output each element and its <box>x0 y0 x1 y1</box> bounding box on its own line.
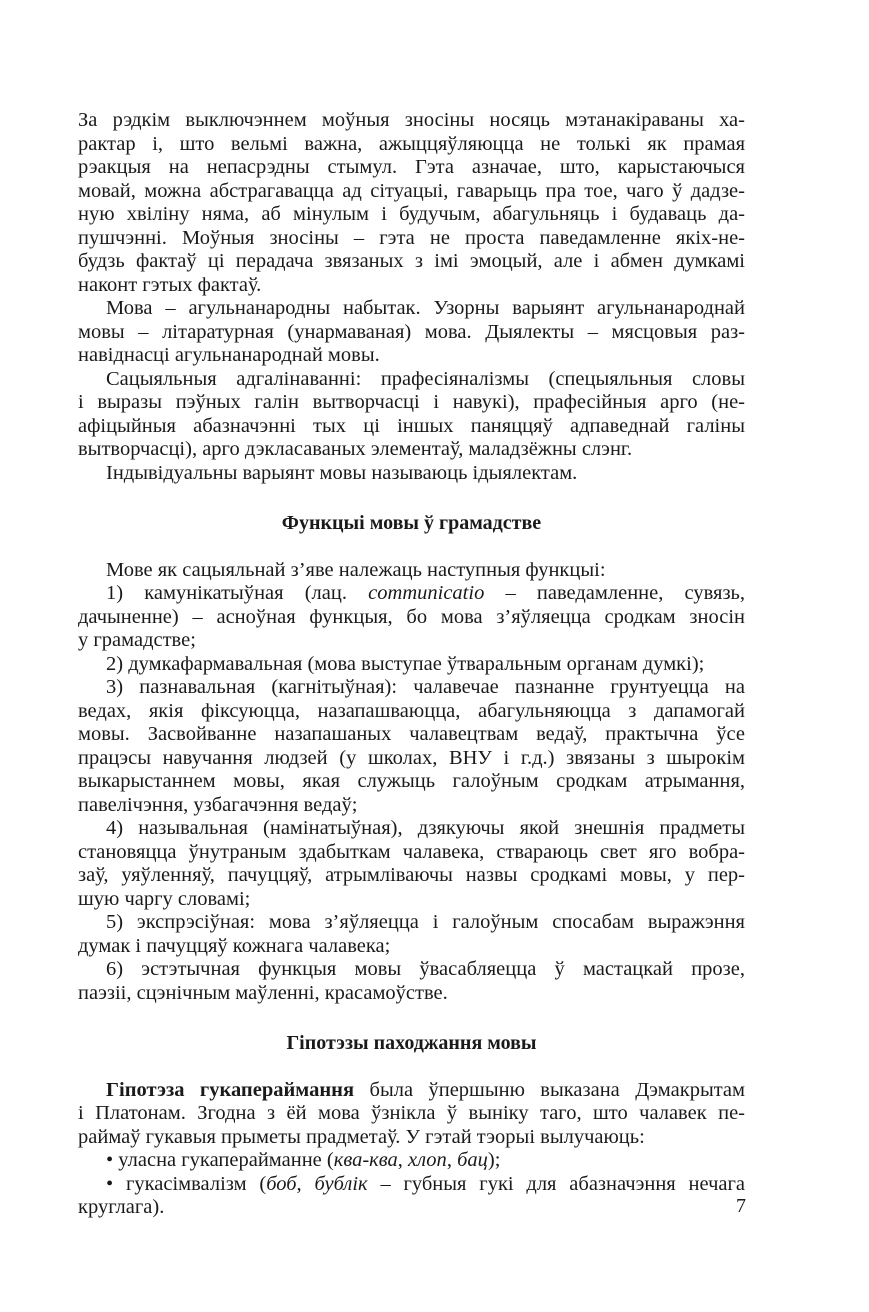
text-line: Мове як сацыяльнай з’яве належаць наступныя функцыі: <box>106 558 606 581</box>
list-item-nominative <box>78 817 745 911</box>
list-item-communicative <box>78 582 745 653</box>
section-heading-functions: Функцыі мовы ў грамадстве <box>281 512 542 534</box>
text-line: вытворчасці), арго дэкласаваных элементаў, маладзёжны слэнг. <box>78 438 633 460</box>
text-line: мовай, можна абстрагавацца ад сітуацыі, гаварыць пра тое, чаго ў дадзе- <box>78 179 745 202</box>
text-line: мовы. Засвойванне назапашаных чалавецтвам ведаў, практычна ўсе <box>78 723 745 745</box>
list-item-cognitive <box>78 676 745 817</box>
text-line: рэакцыя на непасрэдны стымул. Гэта азначае, што, карыстаючыся <box>78 156 745 178</box>
list-item-thought-forming <box>78 653 745 677</box>
list-item-aesthetic <box>78 958 745 1005</box>
example-word: бублік <box>314 1172 368 1195</box>
text-line: будзь фактаў ці перадача звязаных з імі эмоцый, але і абмен думкамі <box>78 250 745 272</box>
text-line: дачыненне) – асноўная функцыя, бо мова з’яўляецца сродкам зносін <box>78 605 745 628</box>
page-number: 7 <box>736 1195 746 1217</box>
text-line: 2) думкафармавальная (мова выступае ўтваральным органам думкі); <box>106 652 705 675</box>
paragraph <box>78 368 745 462</box>
text-line: паэзіі, сцэнічным маўленні, красамоўстве. <box>78 981 448 1004</box>
list-item-expressive <box>78 911 745 958</box>
section-heading-origin: Гіпотэзы паходжання мовы <box>286 1032 537 1054</box>
text-line: пушчэнні. Моўныя зносіны – гэта не проста паведамленне якіх-не- <box>78 226 745 249</box>
text-line: і Платонам. Згодна з ёй мова ўзнікла ў выніку таго, што чалавек пе- <box>78 1102 745 1124</box>
bullet-item <box>78 1173 745 1220</box>
paragraph <box>78 297 745 368</box>
text-line: ную хвіліну няма, аб мінулым і будучым, абагульняць і будаваць да- <box>78 203 745 225</box>
bullet-item <box>78 1149 745 1173</box>
text-line: навіднасці агульнанароднай мовы. <box>78 344 380 366</box>
paragraph <box>78 109 745 297</box>
text-line: 4) называльная (намінатыўная), дзякуючы якой знешнія прадметы <box>106 817 745 839</box>
text-line: рактар і, што вельмі важна, ажыццяўляюцца не толькі як прамая <box>78 132 745 155</box>
text-line: становяцца ўнутраным здабыткам чалавека, ствараюць свет яго вобра- <box>78 840 745 863</box>
text-line: • уласна гукаперайманне (ква-ква, хлоп, бац); <box>106 1149 501 1171</box>
text-line: наконт гэтых фактаў. <box>78 273 262 296</box>
text-line: Гіпотэза гукапераймання была ўпершыню выказана Дэмакрытам <box>106 1078 745 1101</box>
example-word: бац <box>457 1149 488 1171</box>
text-line: афіцыйныя абазначэнні тых ці іншых паняццяў адпаведнай галіны <box>78 414 745 437</box>
text-line: 6) эстэтычная функцыя мовы ўвасабляецца ў мастацкай прозе, <box>106 958 745 980</box>
text-line: • гукасімвалізм (боб, бублік – губныя гукі для абазначэння нечага <box>106 1172 745 1195</box>
text-line: Мова – агульнанародны набытак. Узорны варыянт агульнанароднай <box>106 297 745 319</box>
text-line: Сацыяльныя адгалінаванні: прафесіяналізмы (спецыяльныя словы <box>106 367 745 390</box>
bold-term: Гіпотэза гукапераймання <box>106 1078 355 1101</box>
text-line: павелічэння, узбагачэння ведаў; <box>78 793 358 816</box>
text-line: працэсы навучання людзей (у школах, ВНУ і г.д.) звязаны з шырокім <box>78 746 745 769</box>
text-line: у грамадстве; <box>78 629 196 651</box>
paragraph <box>78 559 745 583</box>
text-line: шую чаргу словамі; <box>78 887 251 910</box>
text-line: і выразы пэўных галін вытворчасці і навукі), прафесійныя арго (не- <box>78 391 745 413</box>
text-line: раймаў гукавыя прыметы прадметаў. У гэтай тэорыі вылучаюць: <box>78 1125 645 1148</box>
paragraph <box>78 462 745 486</box>
latin-term: communicatio <box>368 582 485 604</box>
text-line: мовы – літаратурная (унармаваная) мова. Дыялекты – мясцовыя раз- <box>78 320 745 343</box>
text-line: 3) пазнавальная (кагнітыўная): чалавечае пазнанне грунтуецца на <box>106 676 745 698</box>
text-line: Індывідуальны варыянт мовы называюць ідыялектам. <box>106 461 578 484</box>
example-word: боб <box>266 1172 297 1195</box>
text-line: 1) камунікатыўная (лац. communicatio – паведамленне, сувязь, <box>106 582 745 604</box>
text-line: ведах, якія фіксуюцца, назапашваюцца, абагульняюцца з дапамогай <box>78 699 745 722</box>
example-word: ква-ква <box>333 1149 398 1171</box>
text-line: За рэдкім выключэннем моўныя зносіны носяць мэтанакіраваны ха- <box>78 109 745 131</box>
text-line: круглага). <box>78 1196 165 1218</box>
text-line: 5) экспрэсіўная: мова з’яўляецца і галоўным спосабам выражэння <box>106 911 745 933</box>
text-line: заў, уяўленняў, пачуццяў, атрымліваючы назвы сродкамі мовы, у пер- <box>78 864 745 886</box>
paragraph <box>78 1079 745 1150</box>
page-body <box>78 109 745 1220</box>
text-line: думак і пачуццяў кожнага чалавека; <box>78 934 391 957</box>
text-line: выкарыстаннем мовы, якая служыць галоўным сродкам атрымання, <box>78 770 745 792</box>
example-word: хлоп <box>408 1149 447 1171</box>
